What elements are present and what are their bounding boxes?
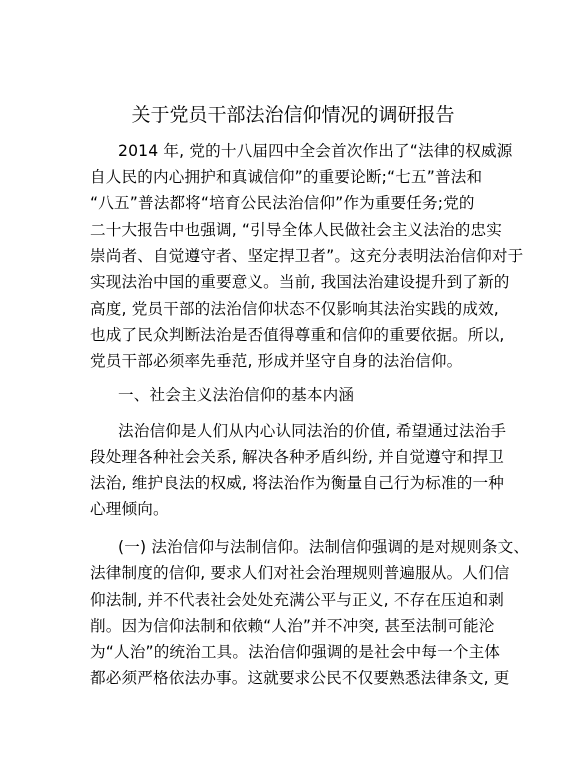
paragraph-line: 崇尚者、自觉遵守者、坚定捍卫者”。这充分表明法治信仰对于 — [90, 247, 524, 265]
paragraph-line: 高度, 党员干部的法治信仰状态不仅影响其法治实践的成效, — [90, 300, 499, 318]
section-heading: 一、社会主义法治信仰的基本内涵 — [118, 386, 355, 404]
paragraph-line: 段处理各种社会关系, 解决各种矛盾纠纷, 并自觉遵守和捍卫 — [90, 448, 505, 466]
paragraph-line: “八五”普法都将“培育公民法治信仰”作为重要任务;党的 — [90, 194, 475, 212]
paragraph-line: 削。因为信仰法制和依赖“人治”并不冲突, 甚至法制可能沦 — [90, 617, 495, 635]
paragraph-line: 实现法治中国的重要意义。当前, 我国法治建设提升到了新的 — [90, 273, 510, 291]
paragraph-line: 心理倾向。 — [90, 500, 169, 518]
paragraph-line: 2014 年, 党的十八届四中全会首次作出了“法律的权威源 — [118, 142, 513, 160]
paragraph-line: 也成了民众判断法治是否值得尊重和信仰的重要依据。所以, — [90, 326, 505, 344]
document-title: 关于党员干部法治信仰情况的调研报告 — [131, 104, 455, 126]
paragraph-line: 为“人治”的统治工具。法治信仰强调的是社会中每一个主体 — [90, 643, 501, 661]
paragraph-line: 法律制度的信仰, 要求人们对社会治理规则普遍服从。人们信 — [90, 564, 510, 582]
paragraph-line: (一) 法治信仰与法制信仰。法制信仰强调的是对规则条文、 — [118, 538, 530, 556]
paragraph-line: 法治信仰是人们从内心认同法治的价值, 希望通过法治手 — [118, 422, 507, 440]
paragraph-line: 法治, 维护良法的权威, 将法治作为衡量自己行为标准的一种 — [90, 474, 505, 492]
paragraph-line: 党员干部必须率先垂范, 形成并坚守自身的法治信仰。 — [90, 352, 463, 370]
paragraph-line: 二十大报告中也强调, “引导全体人民做社会主义法治的忠实 — [90, 221, 503, 239]
paragraph-line: 自人民的内心拥护和真诚信仰”的重要论断;“七五”普法和 — [90, 168, 483, 186]
paragraph-line: 都必须严格依法办事。这就要求公民不仅要熟悉法律条文, 更 — [90, 669, 510, 687]
paragraph-line: 仰法制, 并不代表社会处处充满公平与正义, 不存在压迫和剥 — [90, 591, 505, 609]
